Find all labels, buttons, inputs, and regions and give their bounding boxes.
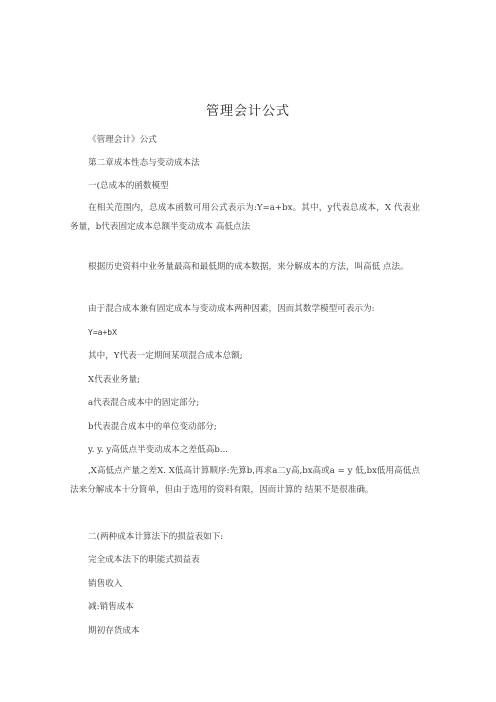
section-two-heading: 二(两种成本计算法下的损益表如下: <box>88 532 224 542</box>
high-low-line: y. y. y高低点半变动成本之差低高b... <box>88 445 229 455</box>
income-item-sales: 销售收入 <box>88 579 123 589</box>
definition-b: b代表混合成本中的单位变动部分; <box>88 422 217 432</box>
income-item-opening-inventory: 期初存货成本 <box>88 626 140 636</box>
document-title: 管理会计公式 <box>205 104 290 119</box>
paragraph-high-low-method: 根据历史资料中业务量最高和最低期的成本数据，来分解成本的方法，叫高低 点法。 <box>88 262 409 272</box>
definition-a: a代表混合成本中的固定部分; <box>88 398 200 408</box>
paragraph-cost-function: 在相关范围内，总成本函数可用公式表示为:Y=a+bx。其中，y代表总成本，X 代表业务量，b代表固定成本总额半变动成本 高低点法 <box>70 203 420 232</box>
formula-line: Y=a+bX <box>88 328 117 337</box>
definition-y: 其中，Y代表一定期间某项混合成本总额; <box>88 351 243 361</box>
section-heading: 一(总成本的函数模型 <box>88 181 169 191</box>
chapter-heading: 第二章成本性态与变动成本法 <box>88 158 200 168</box>
income-item-cost-of-sales: 减:销售成本 <box>88 602 134 612</box>
book-heading: 《管理会计》公式 <box>88 135 157 145</box>
income-statement-title: 完全成本法下的职能式损益表 <box>88 555 200 565</box>
paragraph-mixed-cost: 由于混合成本兼有固定成本与变动成本两种因素，因而其数学模型可表示为: <box>88 304 375 314</box>
definition-x: X代表业务量; <box>88 375 140 385</box>
paragraph-calculation-order: ,X高低点产量之差X. X低高计算顺序:先算b,再求a二y高,bx高或a = y 低,bx低用高低点法来分解成本十分简单，但由于选用的资料有限，因而计算的 结果不是很准确。 <box>70 466 420 495</box>
